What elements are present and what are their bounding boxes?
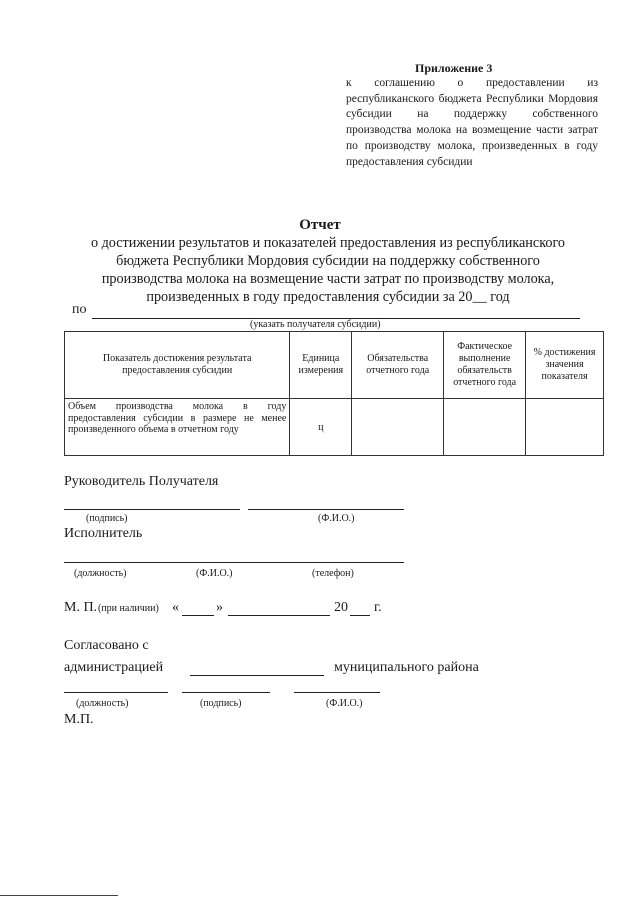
head-signature-line[interactable] (64, 509, 240, 510)
head-name-caption: (Ф.И.О.) (318, 513, 355, 524)
table-header-indicator: Показатель достижения результата предоставления субсидии (65, 332, 290, 399)
date-open-quote: « (172, 600, 179, 615)
agreed-signature-line[interactable] (182, 692, 270, 693)
appendix-title: Приложение 3 (415, 61, 493, 75)
table-cell-unit: ц (290, 399, 352, 456)
report-subtitle-line: произведенных в году предоставления субсидии за 20__ год (146, 289, 510, 305)
report-table (64, 331, 604, 456)
agreed-position-line[interactable] (64, 692, 168, 693)
date-year-prefix: 20 (334, 600, 348, 615)
report-title: Отчет (299, 217, 341, 233)
district-label: муниципального района (334, 660, 479, 675)
table-header-obligation: Обязательства отчетного года (352, 332, 444, 399)
recipient-caption: (указать получателя субсидии) (250, 319, 381, 330)
date-day-line[interactable] (182, 615, 214, 616)
final-stamp: М.П. (64, 712, 94, 727)
head-label: Руководитель Получателя (64, 474, 219, 489)
administration-label: администрацией (64, 660, 164, 675)
table-cell-indicator: Объем производства молока в году предоставления субсидии в размере не менее произведенного объема в отчетном году (65, 399, 290, 456)
executor-name-caption: (Ф.И.О.) (196, 568, 233, 579)
report-subtitle-line: производства молока на возмещение части затрат по производству молока, (101, 271, 555, 287)
agreed-signature-caption: (подпись) (200, 698, 242, 709)
table-header-row (65, 332, 604, 399)
appendix-text: к соглашению о предоставлении из республиканского бюджета Республики Мордовия субсидии на поддержку собственного производства молока на возмещение части затрат по производству молока, произведенных в году предоставления субсидии (346, 77, 598, 168)
agreed-name-line[interactable] (294, 692, 380, 693)
stamp-note: (при наличии) (98, 603, 159, 614)
report-subtitle-line: бюджета Республики Мордовия субсидии на поддержку собственного (116, 253, 540, 269)
report-subtitle (62, 234, 594, 306)
executor-line[interactable] (64, 562, 404, 563)
head-signature-caption: (подпись) (86, 513, 128, 524)
table-cell-percent[interactable] (526, 399, 604, 456)
table-cell-actual[interactable] (444, 399, 526, 456)
table-header-percent: % достижения значения показателя (526, 332, 604, 399)
table-header-unit: Единица измерения (290, 332, 352, 399)
administration-name-line[interactable] (190, 675, 324, 676)
agreed-label: Согласовано с (64, 638, 149, 653)
date-close-quote: » (216, 600, 223, 615)
date-month-line[interactable] (228, 615, 330, 616)
executor-label: Исполнитель (64, 526, 143, 541)
date-year-line[interactable] (350, 615, 370, 616)
executor-phone-caption: (телефон) (312, 568, 354, 579)
agreed-name-caption: (Ф.И.О.) (326, 698, 363, 709)
footnote-divider (0, 895, 118, 896)
table-cell-obligation[interactable] (352, 399, 444, 456)
table-row (65, 399, 604, 456)
stamp-label: М. П. (64, 600, 98, 615)
report-subtitle-line: о достижении результатов и показателей предоставления из республиканского (90, 235, 566, 251)
table-header-actual: Фактическое выполнение обязательств отчетного года (444, 332, 526, 399)
executor-position-caption: (должность) (74, 568, 127, 579)
date-year-suffix: г. (374, 600, 382, 615)
agreed-position-caption: (должность) (76, 698, 129, 709)
recipient-label: по (72, 302, 87, 317)
head-name-line[interactable] (248, 509, 404, 510)
